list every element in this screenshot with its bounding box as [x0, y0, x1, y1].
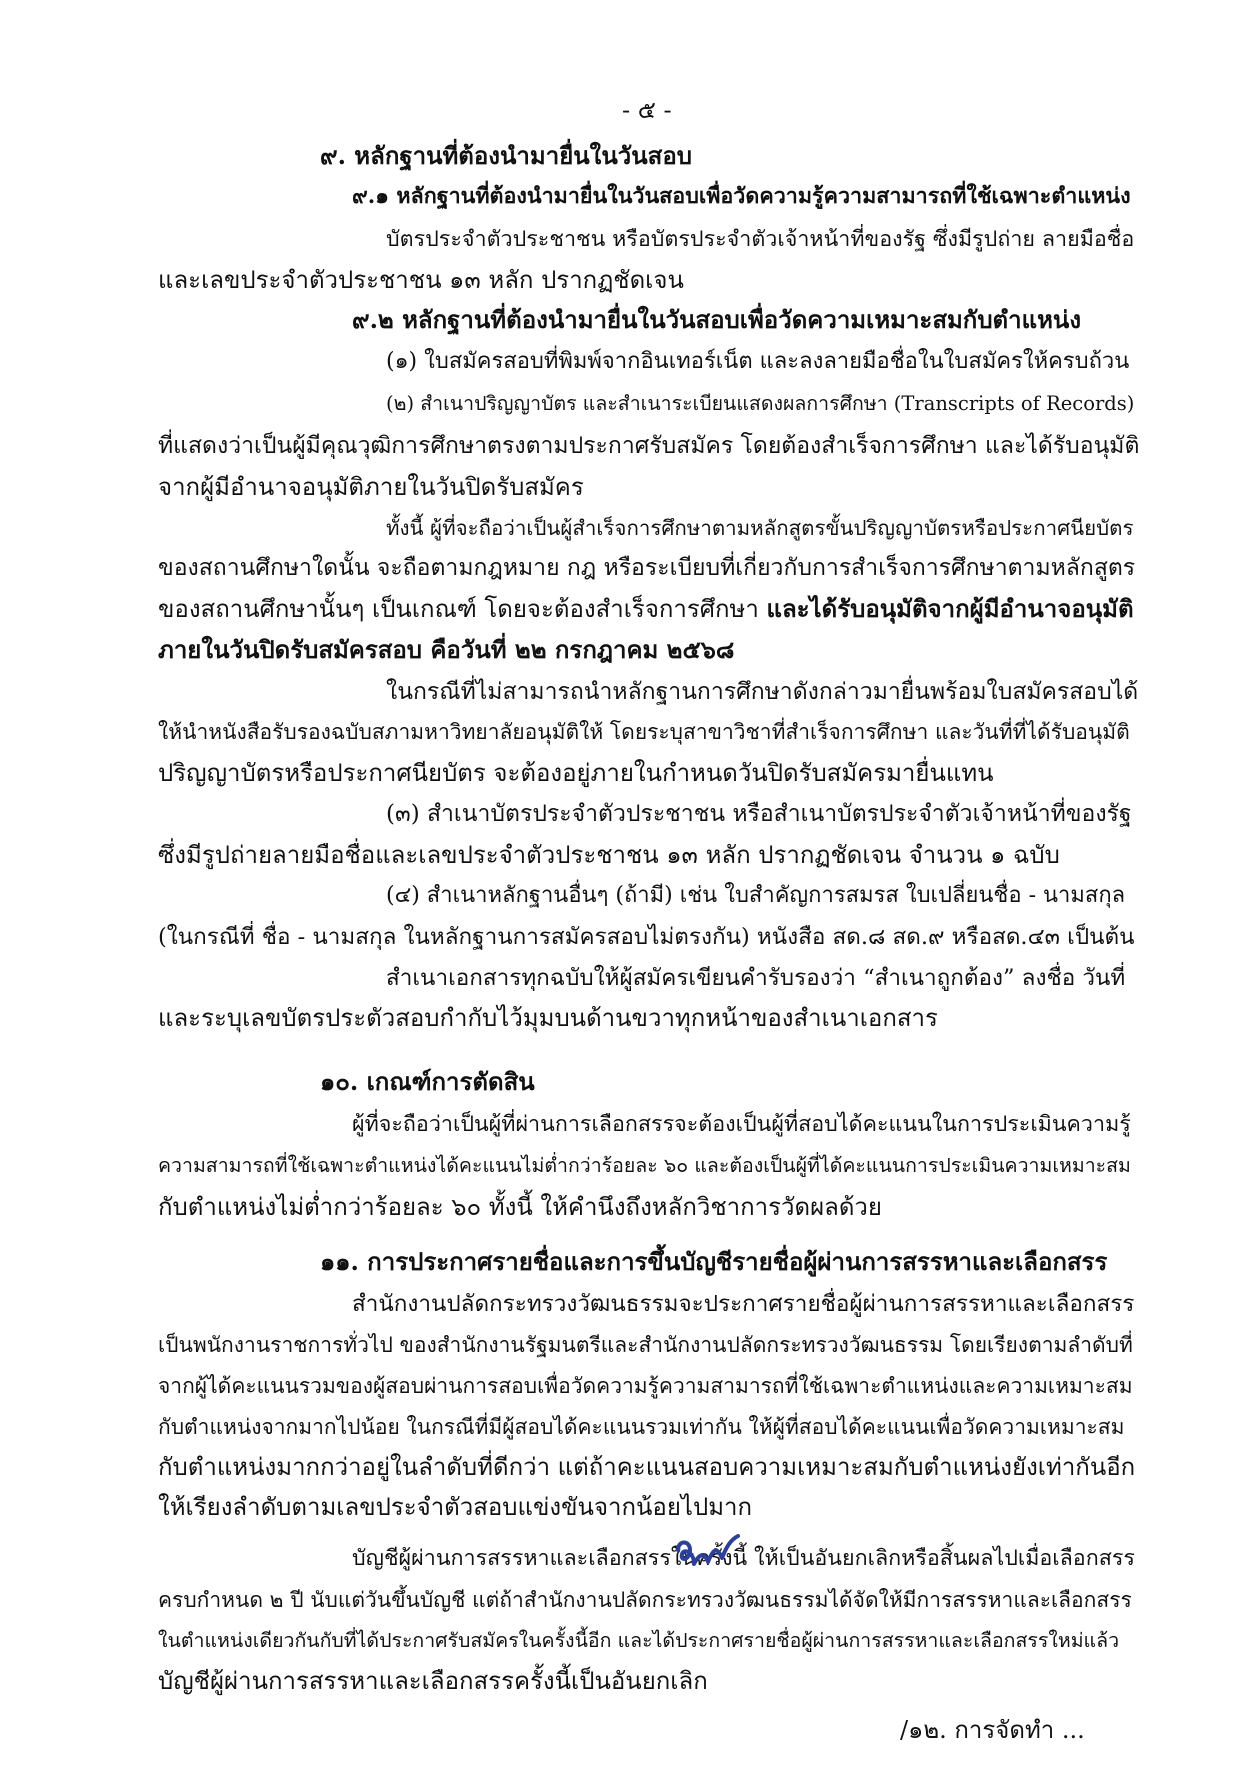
- section-11-line: ให้เรียงลำดับตามเลขประจำตัวสอบแข่งขันจากน้อยไปมาก: [158, 1493, 753, 1521]
- section-11-line: ครบกำหนด ๒ ปี นับแต่วันขึ้นบัญชี แต่ถ้าสำนักงานปลัดกระทรวงวัฒนธรรมได้จัดให้มีการสรรหาและเลือกสรร: [158, 1588, 1132, 1612]
- section-10-line: ความสามารถที่ใช้เฉพาะตำแหน่งได้คะแนนไม่ต่ำกว่าร้อยละ ๖๐ และต้องเป็นผู้ที่ได้คะแนนการประเมินความเหมาะสม: [158, 1154, 1131, 1177]
- item-2-line: (๒) สำเนาปริญญาบัตร และสำเนาระเบียนแสดงผลการศึกษา (Transcripts of Records): [386, 392, 1135, 415]
- copy-certify-line: สำเนาเอกสารทุกฉบับให้ผู้สมัครเขียนคำรับรองว่า “สำเนาถูกต้อง” ลงชื่อ วันที่: [386, 965, 1126, 991]
- copy-certify-line: และระบุเลขบัตรประตัวสอบกำกับไว้มุมบนด้านขวาทุกหน้าของสำเนาเอกสาร: [158, 1004, 938, 1032]
- next-page-continuation: /๑๒. การจัดทำ ...: [900, 1716, 1085, 1744]
- section-9-1-line: และเลขประจำตัวประชาชน ๑๓ หลัก ปรากฏชัดเจน: [158, 266, 684, 294]
- note-line: ของสถานศึกษาใดนั้น จะถือตามกฎหมาย กฎ หรือระเบียบที่เกี่ยวกับการสำเร็จการศึกษาตามหลักสูตร: [158, 555, 1136, 581]
- section-11-heading: ๑๑. การประกาศรายชื่อและการขึ้นบัญชีรายชื่อผู้ผ่านการสรรหาและเลือกสรร: [320, 1247, 1108, 1276]
- section-11-line: ในตำแหน่งเดียวกันกับที่ได้ประกาศรับสมัครในครั้งนี้อีก และได้ประกาศรายชื่อผู้ผ่านการสรรหาและเลือกสรรใหม่แล้ว: [158, 1629, 1120, 1652]
- item-4-line: (๔) สำเนาหลักฐานอื่นๆ (ถ้ามี) เช่น ใบสำคัญการสมรส ใบเปลี่ยนชื่อ - นามสกุล: [386, 883, 1126, 908]
- section-11-line: กับตำแหน่งมากกว่าอยู่ในลำดับที่ดีกว่า แต่ถ้าคะแนนสอบความเหมาะสมกับตำแหน่งยังเท่ากันอีก: [158, 1453, 1136, 1481]
- note-line: [158, 593, 1134, 625]
- section-10-heading: ๑๐. เกณฑ์การตัดสิน: [320, 1067, 535, 1096]
- item-2-line: จากผู้มีอำนาจอนุมัติภายในวันปิดรับสมัคร: [158, 473, 584, 501]
- item-3-line: (๓) สำเนาบัตรประจำตัวประชาชน หรือสำเนาบัตรประจำตัวเจ้าหน้าที่ของรัฐ: [386, 801, 1132, 827]
- item-4-line: (ในกรณีที่ ชื่อ - นามสกุล ในหลักฐานการสมัครสอบไม่ตรงกัน) หนังสือ สด.๘ สด.๙ หรือสด.๔๓ เป็นต้น: [158, 924, 1135, 950]
- signature-mark: [672, 1528, 744, 1578]
- page-number: - ๕ -: [622, 96, 672, 124]
- section-11-line: สำนักงานปลัดกระทรวงวัฒนธรรมจะประกาศรายชื่อผู้ผ่านการสรรหาและเลือกสรร: [352, 1291, 1135, 1317]
- section-11-line: กับตำแหน่งจากมากไปน้อย ในกรณีที่มีผู้สอบได้คะแนนรวมเท่ากัน ให้ผู้ที่สอบได้คะแนนเพื่อวัดความเหมาะสม: [158, 1415, 1125, 1439]
- section-11-line: จากผู้ได้คะแนนรวมของผู้สอบผ่านการสอบเพื่อวัดความรู้ความสามารถที่ใช้เฉพาะตำแหน่งและความเหมาะสม: [158, 1374, 1133, 1398]
- note-line-normal: ของสถานศึกษานั้นๆ เป็นเกณฑ์ โดยจะต้องสำเร็จการศึกษา: [158, 595, 759, 623]
- section-11-line: บัญชีผู้ผ่านการสรรหาและเลือกสรรครั้งนี้เป็นอันยกเลิก: [158, 1667, 708, 1695]
- section-10-line: ผู้ที่จะถือว่าเป็นผู้ที่ผ่านการเลือกสรรจะต้องเป็นผู้ที่สอบได้คะแนนในการประเมินความรู้: [352, 1112, 1131, 1137]
- case-line: ในกรณีที่ไม่สามารถนำหลักฐานการศึกษาดังกล่าวมายื่นพร้อมใบสมัครสอบได้: [386, 679, 1139, 705]
- item-3-line: ซึ่งมีรูปถ่ายลายมือชื่อและเลขประจำตัวประชาชน ๑๓ หลัก ปรากฏชัดเจน จำนวน ๑ ฉบับ: [158, 841, 1060, 869]
- item-2-line: ที่แสดงว่าเป็นผู้มีคุณวุฒิการศึกษาตรงตามประกาศรับสมัคร โดยต้องสำเร็จการศึกษา และได้รับอนุมัติ: [158, 433, 1140, 459]
- section-11-line: บัญชีผู้ผ่านการสรรหาและเลือกสรรในครั้งนี้ ให้เป็นอันยกเลิกหรือสิ้นผลไปเมื่อเลือกสรร: [352, 1546, 1135, 1571]
- section-11-line: เป็นพนักงานราชการทั่วไป ของสำนักงานรัฐมนตรีและสำนักงานปลัดกระทรวงวัฒนธรรม โดยเรียงตามลำดับที่: [158, 1333, 1133, 1357]
- case-line: ให้นำหนังสือรับรองฉบับสภามหาวิทยาลัยอนุมัติให้ โดยระบุสาขาวิชาที่สำเร็จการศึกษา และวันที่ที่ได้รับอนุมัติ: [158, 720, 1130, 744]
- note-line: ทั้งนี้ ผู้ที่จะถือว่าเป็นผู้สำเร็จการศึกษาตามหลักสูตรขั้นปริญญาบัตรหรือประกาศนียบัตร: [386, 516, 1134, 540]
- section-9-1-line: บัตรประจำตัวประชาชน หรือบัตรประจำตัวเจ้าหน้าที่ของรัฐ ซึ่งมีรูปถ่าย ลายมือชื่อ: [386, 227, 1135, 252]
- section-9-2-heading: ๙.๒ หลักฐานที่ต้องนำมายื่นในวันสอบเพื่อวัดความเหมาะสมกับตำแหน่ง: [352, 305, 1082, 334]
- item-1-line: (๑) ใบสมัครสอบที่พิมพ์จากอินเทอร์เน็ต และลงลายมือชื่อในใบสมัครให้ครบถ้วน: [386, 349, 1130, 374]
- section-10-line: กับตำแหน่งไม่ต่ำกว่าร้อยละ ๖๐ ทั้งนี้ ให้คำนึงถึงหลักวิชาการวัดผลด้วย: [158, 1193, 882, 1221]
- note-line-bold: และได้รับอนุมัติจากผู้มีอำนาจอนุมัติ: [766, 594, 1134, 623]
- case-line: ปริญญาบัตรหรือประกาศนียบัตร จะต้องอยู่ภายในกำหนดวันปิดรับสมัครมายื่นแทน: [158, 759, 994, 787]
- section-9-1-heading: ๙.๑ หลักฐานที่ต้องนำมายื่นในวันสอบเพื่อวัดความรู้ความสามารถที่ใช้เฉพาะตำแหน่ง: [352, 184, 1131, 209]
- section-9-heading: ๙. หลักฐานที่ต้องนำมายื่นในวันสอบ: [320, 141, 692, 170]
- note-closing-date: ภายในวันปิดรับสมัครสอบ คือวันที่ ๒๒ กรกฎาคม ๒๕๖๘: [158, 635, 735, 664]
